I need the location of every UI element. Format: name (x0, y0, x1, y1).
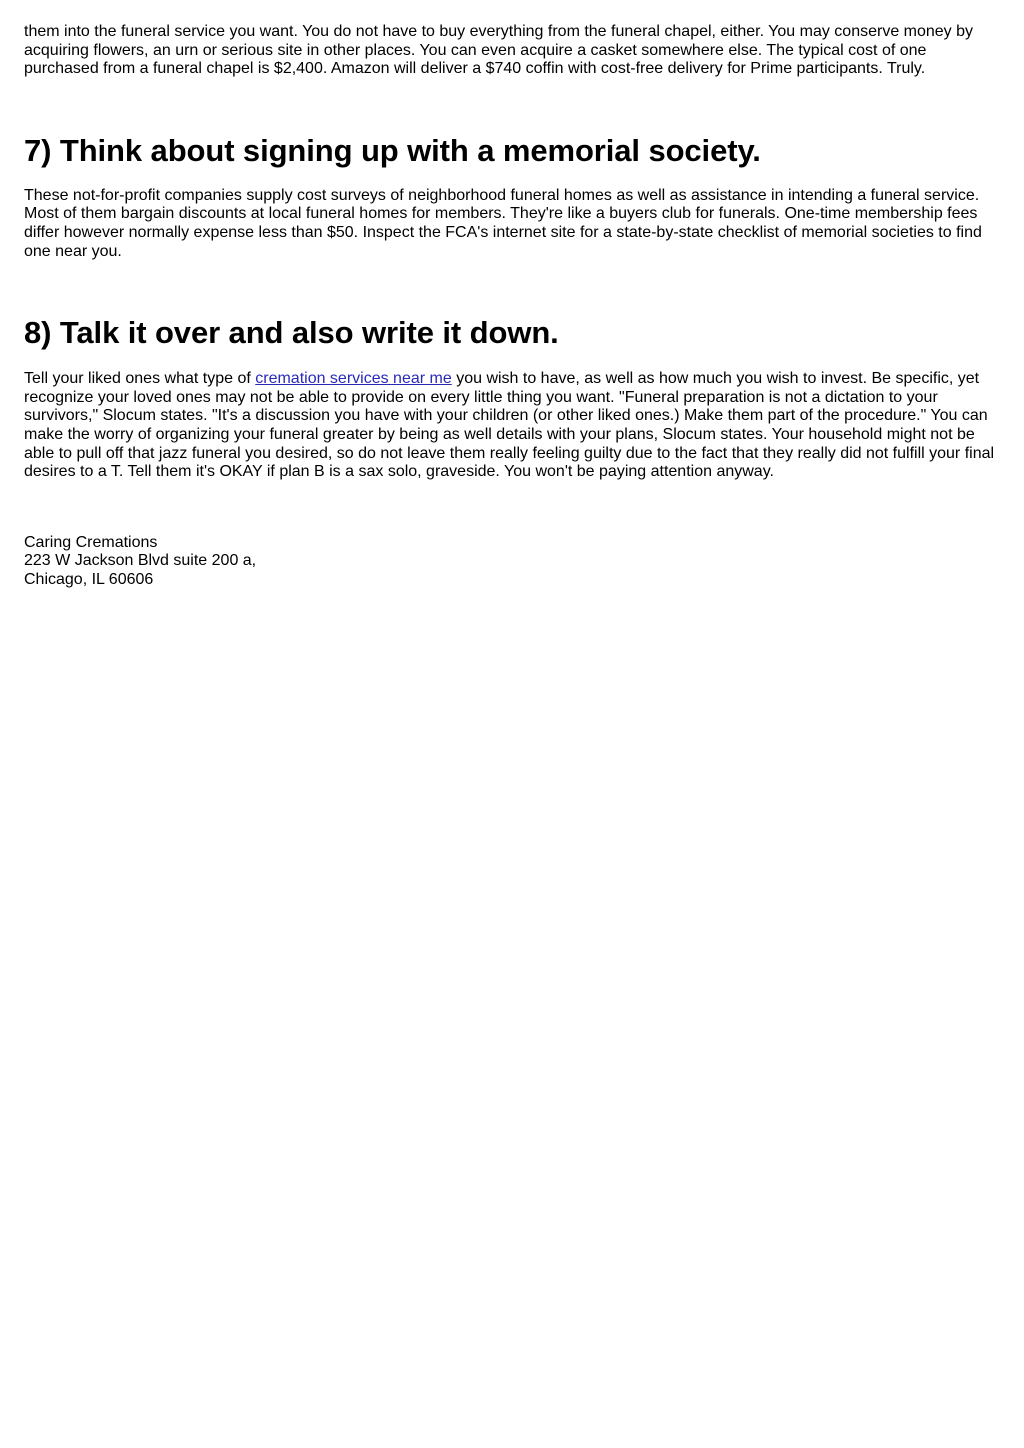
intro-paragraph: them into the funeral service you want. You do not have to buy everything from the funeral chapel, either. You may conserve money by acquiring flowers, an urn or serious site in other places. You can even acquire a casket somewhere else. The typical cost of one purchased from a funeral chapel is $2,400. Amazon will deliver a $740 coffin with cost-free delivery for Prime participants. Truly. (24, 23, 974, 78)
section-8-heading: 8) Talk it over and also write it down. (24, 315, 559, 351)
section-8-text-before-link: Tell your liked ones what type of (24, 370, 256, 388)
section-7-heading: 7) Think about signing up with a memorial society. (24, 132, 761, 168)
section-8-text-after-link: you wish to have, as well as how much you wish to invest. Be specific, yet recognize your loved ones may not be able to provide on every little thing you want. "Funeral preparation is not a dictation to your survivors," Slocum states. "It's a discussion you have with your children (or other liked ones.) Make them part of the procedure." You can make the worry of organizing your funeral greater by being as well details with your plans, Slocum states. Your household might not be able to pull off that jazz funeral you desired, so do not leave them really feeling guilty due to the fact that they really did not fulfill your final desires to a T. Tell them it's OKAY if plan B is a sax solo, graveside. You won't be paying attention anyway. (24, 370, 995, 481)
section-7-paragraph: These not-for-profit companies supply cost surveys of neighborhood funeral homes as well as assistance in intending a funeral service. Most of them bargain discounts at local funeral homes for members. They're like a buyers club for funerals. One-time membership fees differ however normally expense less than $50. Inspect the FCA's internet site for a state-by-state checklist of memorial societies to find one near you. (24, 186, 982, 260)
business-address (24, 534, 1000, 590)
cremation-services-link[interactable]: cremation services near me (255, 370, 452, 388)
city-state-zip: Chicago, IL 60606 (24, 570, 154, 588)
business-name: Caring Cremations (24, 533, 158, 551)
section-8-paragraph (24, 370, 1000, 482)
street-address: 223 W Jackson Blvd suite 200 a, (24, 552, 257, 570)
